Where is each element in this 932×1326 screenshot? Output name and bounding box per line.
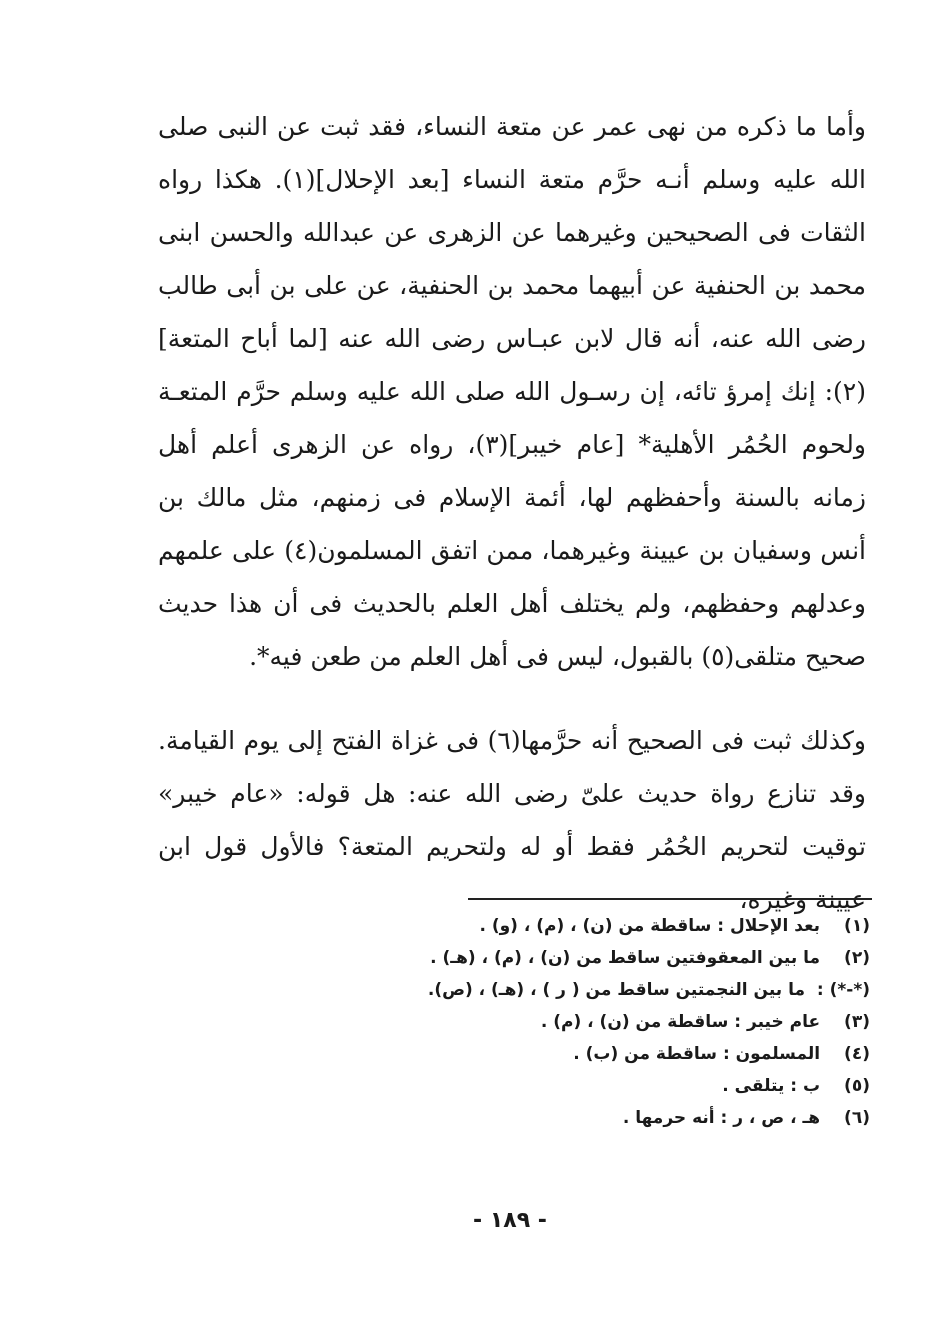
footnote-3: [120, 1006, 870, 1038]
footnote-marker: (١): [844, 916, 870, 936]
footnote-star: [120, 974, 870, 1006]
footnote-text: هـ ، ص ، ر : أنه حرمها .: [622, 1108, 821, 1128]
footnote-text: ما بين النجمتين ساقط من ( ر ) ، (هـ) ، (ص).: [427, 980, 805, 1000]
footnote-marker: (٢): [844, 948, 870, 968]
footnote-text: بعد الإحلال : ساقطة من (ن) ، (م) ، (و) .: [479, 916, 821, 936]
footnote-text: المسلمون : ساقطة من (ب) .: [573, 1044, 821, 1064]
footnote-4: [120, 1038, 870, 1070]
footnote-2: [120, 942, 870, 974]
footnote-marker: (٣): [844, 1012, 870, 1032]
footnote-6: [120, 1102, 870, 1134]
footnote-5: [120, 1070, 870, 1102]
page-number: - ١٨٩ -: [473, 1208, 547, 1233]
footnote-marker: (٤): [844, 1044, 870, 1064]
footnote-text: ب : يتلقى .: [722, 1076, 821, 1096]
footnotes: [120, 910, 870, 1134]
footnote-marker: (٥): [844, 1076, 870, 1096]
footnote-text: ما بين المعقوفتين ساقط من (ن) ، (م) ، (هـ) .: [430, 948, 821, 968]
footnote-separator: [468, 898, 872, 900]
footnote-marker: (*-*) :: [816, 980, 870, 1000]
paragraph-1: وأما ما ذكره من نهى عمر عن متعة النساء، فقد ثبت عن النبى صلى الله عليه وسلم أنـه حرَّم متعة النساء [بعد الإحلال](١). هكذا رواه الثقات فى الصحيحين وغيرهما عن الزهرى عن عبدالله والحسن ابنى محمد بن الحنفية عن أبيهما محمد بن الحنفية، عن على بن أبى طالب رضى الله عنه، أنه قال لابن عبـاس رضى الله عنه [لما أباح المتعة](٢): إنك إمرؤ تائه، إن رسـول الله صلى الله عليه وسلم حرَّم المتعـة ولحوم الحُمُر الأهلية* [عام خيبر](٣)، رواه عن الزهرى أعلم أهل زمانه بالسنة وأحفظهم لها، أئمة الإسلام فى زمنهم، مثل مالك بن أنس وسفيان بن عيينة وغيرهما، ممن اتفق المسلمون(٤) على علمهم وعدلهم وحفظهم، ولم يختلف أهل العلم بالحديث فى أن هذا حديث صحيح متلقى(٥) بالقبول، ليس فى أهل العلم من طعن فيه*.: [158, 112, 867, 671]
footnote-1: [120, 910, 870, 942]
paragraph-2: وكذلك ثبت فى الصحيح أنه حرَّمها(٦) فى غزاة الفتح إلى يوم القيامة. وقد تنازع رواة حديث علىّ رضى الله عنه: هل قوله: «عام خيبر» توقيت لتحريم الحُمُر فقط أو له ولتحريم المتعة؟ فالأول قول ابن عيينة وغيره،: [158, 726, 866, 914]
footnote-text: عام خيبر : ساقطة من (ن) ، (م) .: [540, 1012, 821, 1032]
main-text: [158, 100, 866, 926]
footnote-marker: (٦): [844, 1108, 870, 1128]
